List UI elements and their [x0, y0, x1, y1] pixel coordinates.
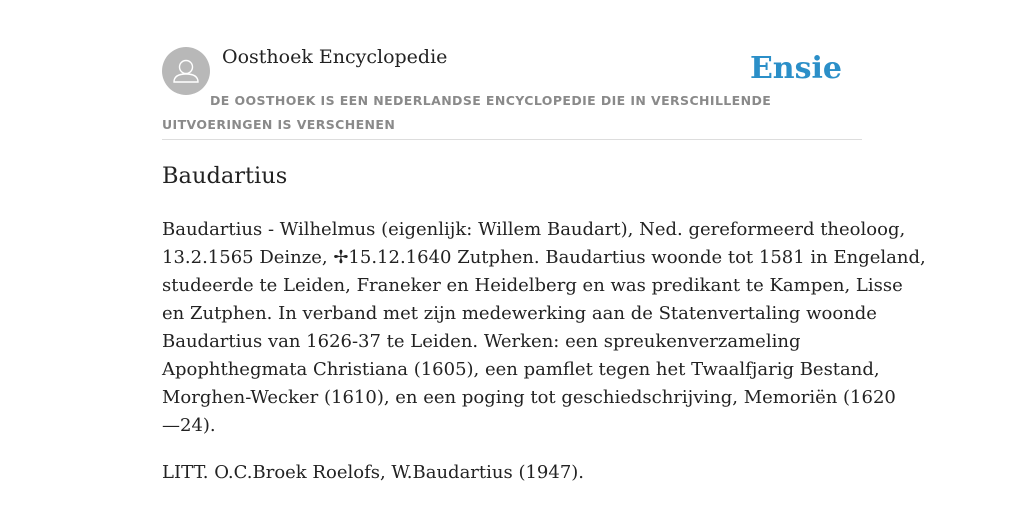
article-title: Baudartius [162, 163, 288, 189]
user-avatar-icon[interactable] [162, 47, 210, 95]
article-body-line: —24). [162, 415, 216, 436]
article-body-line: en Zutphen. In verband met zijn medewerking aan de Statenvertaling woonde [162, 303, 877, 324]
divider [162, 139, 862, 140]
brand-logo[interactable]: Ensie [749, 51, 842, 86]
article-body-line: Morghen-Wecker (1610), en een poging tot geschiedschrijving, Memoriën (1620 [162, 387, 896, 408]
literature-reference: LITT. O.C.Broek Roelofs, W.Baudartius (1947). [162, 462, 585, 483]
article-body-line: 13.2.1565 Deinze, ✢15.12.1640 Zutphen. Baudartius woonde tot 1581 in Engeland, [162, 247, 926, 268]
source-description: DE OOSTHOEK IS EEN NEDERLANDSE ENCYCLOPEDIE DIE IN VERSCHILLENDE UITVOERINGEN IS VERSCHENEN [162, 93, 772, 132]
article-body [162, 216, 926, 440]
article-body-line: Apophthegmata Christiana (1605), een pamflet tegen het Twaalfjarig Bestand, [162, 359, 880, 380]
article-body-line: studeerde te Leiden, Franeker en Heidelberg en was predikant te Kampen, Lisse [162, 275, 903, 296]
article-body-line: Baudartius - Wilhelmus (eigenlijk: Willem Baudart), Ned. gereformeerd theoloog, [162, 219, 906, 240]
article-body-line: Baudartius van 1626-37 te Leiden. Werken: een spreukenverzameling [162, 331, 801, 352]
source-name[interactable]: Oosthoek Encyclopedie [222, 46, 448, 68]
